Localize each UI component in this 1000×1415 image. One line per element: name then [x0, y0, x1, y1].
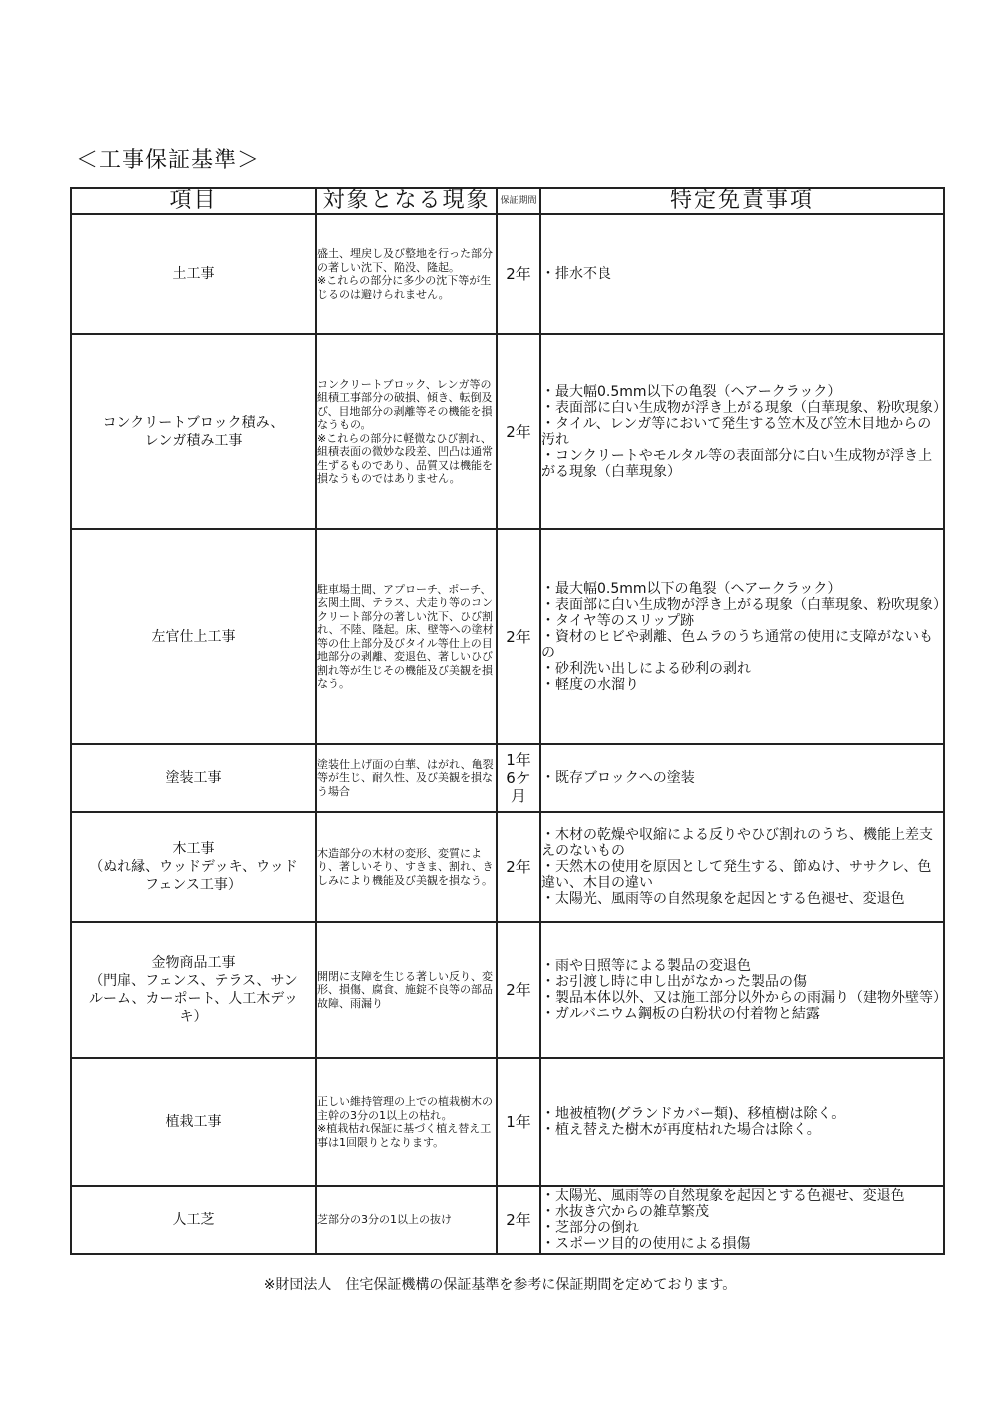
header-phenomenon: 対象となる現象 [316, 188, 497, 214]
row-item: 土工事 [71, 214, 316, 334]
row-exclusions [540, 1058, 944, 1186]
table-row [71, 214, 944, 334]
row-exclusions [540, 922, 947, 1058]
exclusion-item: ・地被植物(グランドカバー類)、移植樹は除く。 [541, 1106, 846, 1122]
row-period: 1年 6ケ 月 [497, 744, 540, 812]
exclusion-item: ・タイヤ等のスリップ跡 [541, 612, 695, 629]
row-exclusions [540, 1186, 944, 1254]
row-exclusions [540, 812, 944, 922]
row-item: 塗装工事 [71, 744, 316, 812]
exclusion-item: ・太陽光、風雨等の自然現象を起因とする色褪せ、変退色 [541, 1188, 905, 1204]
table-row [71, 922, 944, 1058]
row-period: 1年 [497, 1058, 540, 1186]
row-phenomenon: 正しい維持管理の上での植栽樹木の主幹の3分の1以上の枯れ。 ※植栽枯れ保証に基づく植え替え工事は1回限りとなります。 [316, 1058, 497, 1186]
row-item: 木工事 （ぬれ縁、ウッドデッキ、ウッド フェンス工事） [71, 812, 316, 922]
row-period: 2年 [497, 334, 540, 529]
exclusion-item: ・製品本体以外、又は施工部分以外からの雨漏り（建物外壁等） [541, 990, 947, 1006]
exclusion-item: ・コンクリートやモルタル等の表面部分に白い生成物が浮き上がる現象（白華現象） [541, 447, 933, 480]
exclusion-item: ・最大幅0.5mm以下の亀裂（ヘアークラック） [541, 383, 842, 400]
row-period: 2年 [497, 812, 540, 922]
row-item: コンクリートブロック積み、 レンガ積み工事 [71, 334, 316, 529]
exclusion-item: ・太陽光、風雨等の自然現象を起因とする色褪せ、変退色 [541, 891, 905, 907]
header-period: 保証期間 [497, 188, 540, 214]
row-phenomenon: 開閉に支障を生じる著しい反り、変形、損傷、腐食、施錠不良等の部品故障、雨漏り [316, 922, 497, 1058]
exclusion-item: ・ガルバニウム鋼板の白粉状の付着物と結露 [541, 1006, 820, 1022]
header-item: 項目 [71, 188, 316, 214]
row-item: 金物商品工事 （門扉、フェンス、テラス、サン ルーム、カーポート、人工木デッ キ） [71, 922, 316, 1058]
exclusion-item: ・木材の乾燥や収縮による反りやひび割れのうち、機能上差支えのないもの [541, 827, 933, 859]
row-phenomenon: コンクリートブロック、レンガ等の組積工事部分の破損、傾き、転倒及び、目地部分の剥離等その機能を損なうもの。 ※これらの部分に軽微なひび割れ、組積表面の微妙な段差、凹凸は通常生ずるものであり、品質又は機能を損なうものではありません。 [316, 334, 497, 529]
footnote: ※財団法人 住宅保証機構の保証基準を参考に保証期間を定めております。 [263, 1277, 737, 1293]
row-phenomenon: 塗装仕上げ面の白華、はがれ、亀裂等が生じ、耐久性、及び美観を損なう場合 [316, 744, 497, 812]
exclusion-item: ・芝部分の倒れ [541, 1220, 639, 1236]
exclusion-item: ・タイル、レンガ等において発生する笠木及び笠木目地からの汚れ [541, 415, 932, 448]
exclusion-item: ・既存ブロックへの塗装 [541, 770, 695, 786]
exclusion-item: ・資材のヒビや剥離、色ムラのうち通常の使用に支障がないもの [541, 628, 933, 661]
row-phenomenon: 木造部分の木材の変形、変質により、著しいそり、すきま、割れ、きしみにより機能及び美観を損なう。 [316, 812, 497, 922]
table-header-row [71, 188, 944, 214]
exclusion-item: ・排水不良 [541, 266, 611, 282]
row-phenomenon: 盛土、埋戻し及び整地を行った部分の著しい沈下、陥没、隆起。 ※これらの部分に多少の沈下等が生じるのは避けられません。 [316, 214, 497, 334]
exclusion-item: ・表面部に白い生成物が浮き上がる現象（白華現象、粉吹現象） [541, 399, 947, 416]
exclusion-item: ・軽度の水溜り [541, 676, 639, 693]
row-phenomenon: 駐車場土間、アプローチ、ポーチ、玄関土間、テラス、犬走り等のコンクリート部分の著しい沈下、ひび割れ、不陸、隆起。床、壁等への塗材等の仕上部分及びタイル等仕上の目地部分の剥離、変退色、著しいひび割れ等が生じその機能及び美観を損なう。 [316, 529, 497, 744]
row-exclusions [540, 214, 944, 334]
row-exclusions [540, 334, 947, 529]
table-row [71, 334, 944, 529]
exclusion-item: ・表面部に白い生成物が浮き上がる現象（白華現象、粉吹現象） [541, 596, 947, 613]
row-item: 植栽工事 [71, 1058, 316, 1186]
page-title: ＜工事保証基準＞ [76, 148, 261, 173]
table-row [71, 744, 944, 812]
exclusion-item: ・水抜き穴からの雑草繁茂 [541, 1204, 709, 1220]
exclusion-item: ・お引渡し時に申し出がなかった製品の傷 [541, 974, 807, 990]
exclusion-item: ・最大幅0.5mm以下の亀裂（ヘアークラック） [541, 580, 842, 597]
exclusion-item: ・スポーツ目的の使用による損傷 [541, 1236, 751, 1252]
row-period: 2年 [497, 1186, 540, 1254]
exclusion-item: ・天然木の使用を原因として発生する、節ぬけ、ササクレ、色違い、木目の違い [541, 859, 932, 891]
warranty-standard-table [70, 187, 945, 1255]
row-item: 左官仕上工事 [71, 529, 316, 744]
exclusion-item: ・砂利洗い出しによる砂利の剥れ [541, 660, 751, 677]
row-period: 2年 [497, 529, 540, 744]
exclusion-item: ・植え替えた樹木が再度枯れた場合は除く。 [541, 1122, 821, 1138]
table-row [71, 1186, 944, 1254]
row-item: 人工芝 [71, 1186, 316, 1254]
table-row [71, 812, 944, 922]
row-period: 2年 [497, 922, 540, 1058]
header-exclusions: 特定免責事項 [540, 188, 944, 214]
table-row [71, 529, 944, 744]
row-phenomenon: 芝部分の3分の1以上の抜け [316, 1186, 497, 1254]
row-period: 2年 [497, 214, 540, 334]
exclusion-item: ・雨や日照等による製品の変退色 [541, 958, 751, 974]
row-exclusions [540, 744, 944, 812]
table-row [71, 1058, 944, 1186]
row-exclusions [540, 529, 947, 744]
